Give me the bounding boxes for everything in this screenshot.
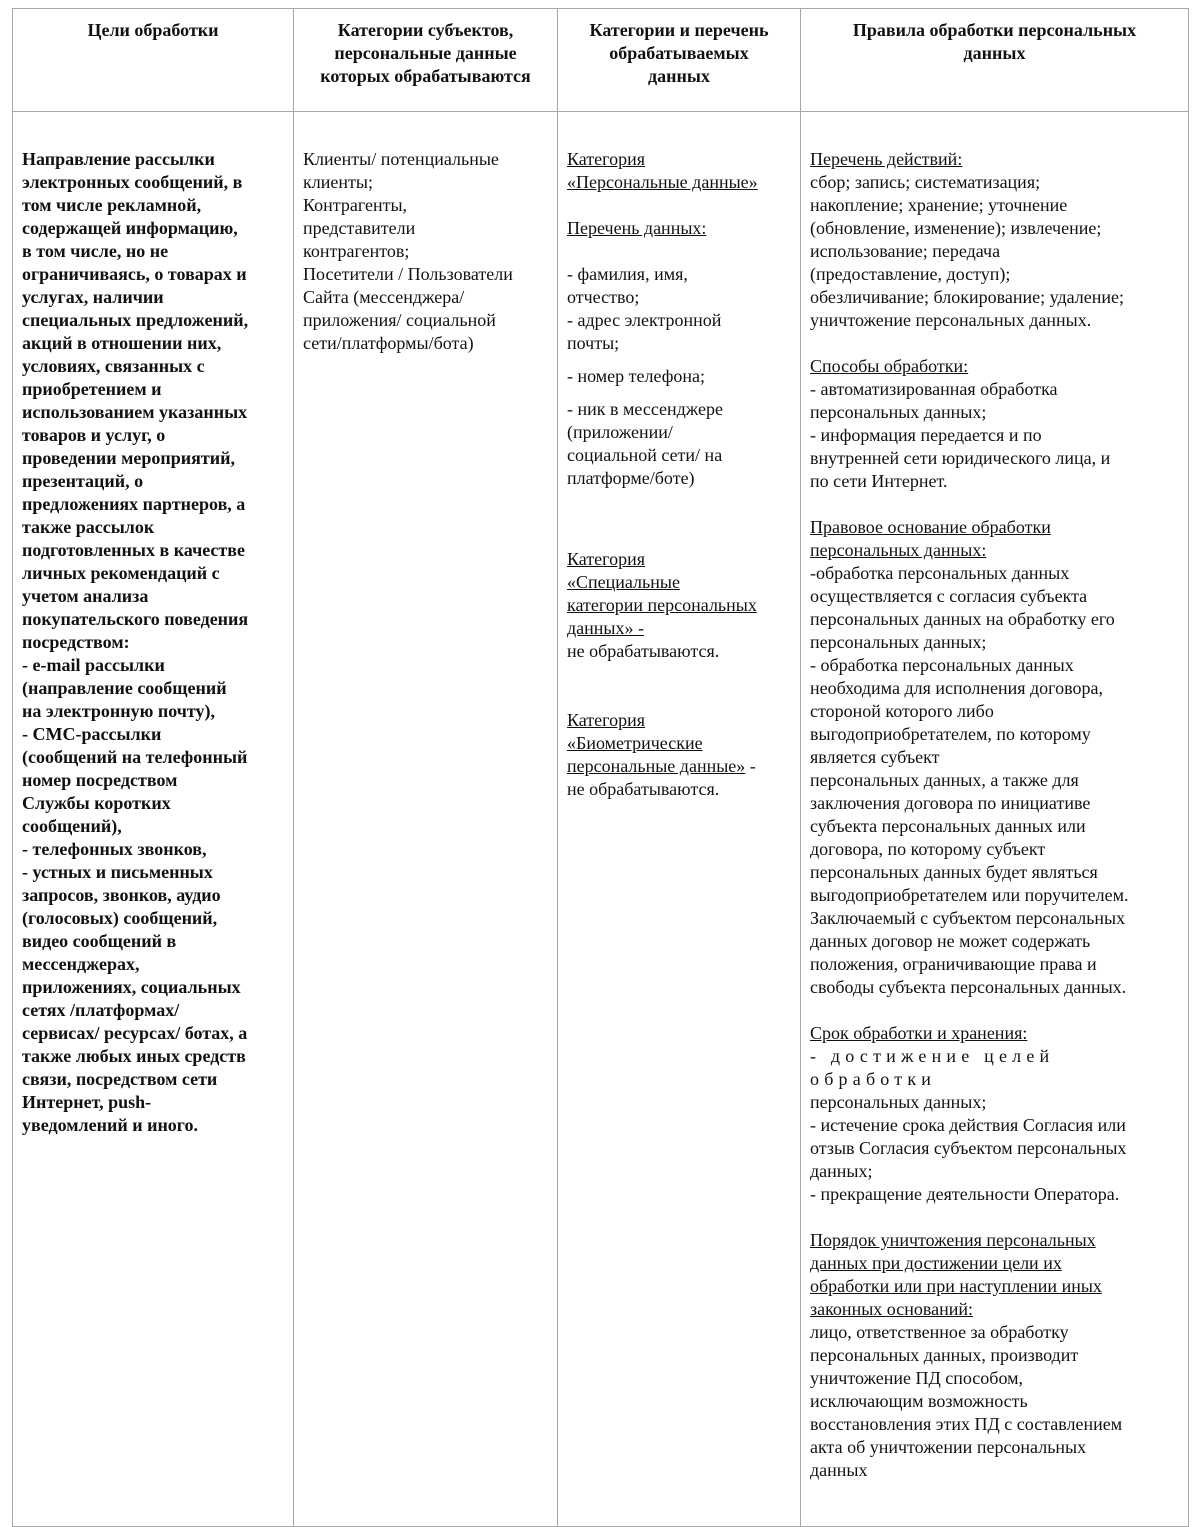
purpose-text: Направление рассылки электронных сообщений, в том числе рекламной, содержащей информацию, в том числе, но не ограничиваясь, о товарах и услугах, наличии специальных предложений, акций в отношении них, условиях, связанных с приобретением и использованием указанных товаров и услуг, о проведении мероприятий, презентаций, о предложениях партнеров, а также рассылок подготовленных в качестве личных рекомендаций с учетом анализа покупательского поведения посредством: - e-mail рассылки (направление сообщений на электронную почту), - СМС-рассылки (сообщений на телефонный номер посредством Службы коротких сообщений), - телефонных звонков, - устных и письменных запросов, звонков, аудио (голосовых) сообщений, видео сообщений в мессенджерах, приложениях, социальных сетях /платформах/ сервисах/ ресурсах/ ботах, а также любых иных средств связи, посредством сети Интернет, push- уведомлений и иного. [22, 149, 249, 1135]
actions-text: сбор; запись; систематизация; накопление; хранение; уточнение (обновление, изменение); извлечение; использование; передача (предоставление, доступ); обезличивание; блокирование; удаление; уничтожение персональных данных. [810, 172, 1125, 330]
category-biometric: Категория «Биометрические персональные данные» [567, 710, 746, 776]
category-special: Категория «Специальные категории персональных данных» - [567, 549, 757, 638]
category-personal: Категория «Персональные данные» [567, 149, 758, 192]
category-biometric-note: не обрабатываются. [567, 779, 720, 799]
term-text: персональных данных; - истечение срока действия Согласия или отзыв Согласия субъектом персональных данных; - прекращение деятельности Оператора. [810, 1092, 1127, 1204]
term-title: Срок обработки и хранения: [810, 1023, 1028, 1043]
cell-rules [801, 112, 1189, 1527]
processing-table [12, 8, 1189, 1527]
term-first-line: - достижение целей обработки [810, 1046, 1055, 1089]
methods-title: Способы обработки: [810, 356, 969, 376]
header-rules: Правила обработки персональных данных [801, 9, 1189, 112]
header-row [13, 9, 1189, 112]
data-items: - фамилия, имя, отчество; - адрес электронной почты; [567, 264, 722, 353]
legal-text: -обработка персональных данных осуществляется с согласия субъекта персональных данных на обработку его персональных данных; - обработка персональных данных необходима для исполнения договора, стороной которого либо выгодоприобретателем, по которому является субъект персональных данных, а также для заключения договора по инициативе субъекта персональных данных или договора, по которому субъект персональных данных будет являться выгодоприобретателем или поручителем. Заключаемый с субъектом персональных данных договор не может содержать положения, ограничивающие права и свободы субъекта персональных данных. [810, 563, 1129, 997]
data-item-nick: - ник в мессенджере (приложении/ социальной сети/ на платформе/боте) [567, 399, 723, 488]
data-item-phone: - номер телефона; [567, 366, 705, 386]
actions-title: Перечень действий: [810, 149, 963, 169]
cell-subjects [294, 112, 558, 1527]
destroy-text: лицо, ответственное за обработку персональных данных, производит уничтожение ПД способом, исключающим возможность восстановления этих ПД с составлением акта об уничтожении персональных данных [810, 1322, 1123, 1480]
destroy-title: Порядок уничтожения персональных данных при достижении цели их обработки или при наступлении иных законных оснований: [810, 1230, 1102, 1319]
subjects-text: Клиенты/ потенциальные клиенты; Контрагенты, представители контрагентов; Посетители / Пользователи Сайта (мессенджера/ приложения/ социальной сети/платформы/бота) [303, 149, 513, 353]
header-subjects: Категории субъектов, персональные данные которых обрабатываются [294, 9, 558, 112]
header-data-categories: Категории и перечень обрабатываемых данных [558, 9, 801, 112]
legal-title: Правовое основание обработки персональных данных: [810, 517, 1051, 560]
data-list-title: Перечень данных: [567, 218, 707, 238]
cell-purposes [13, 112, 294, 1527]
header-purposes: Цели обработки [13, 9, 294, 112]
cell-data-categories [558, 112, 801, 1527]
category-biometric-dash: - [745, 756, 756, 776]
table-row [13, 112, 1189, 1527]
methods-text: - автоматизированная обработка персональных данных; - информация передается и по внутренней сети юридического лица, и по сети Интернет. [810, 379, 1111, 491]
category-special-note: не обрабатываются. [567, 641, 720, 661]
